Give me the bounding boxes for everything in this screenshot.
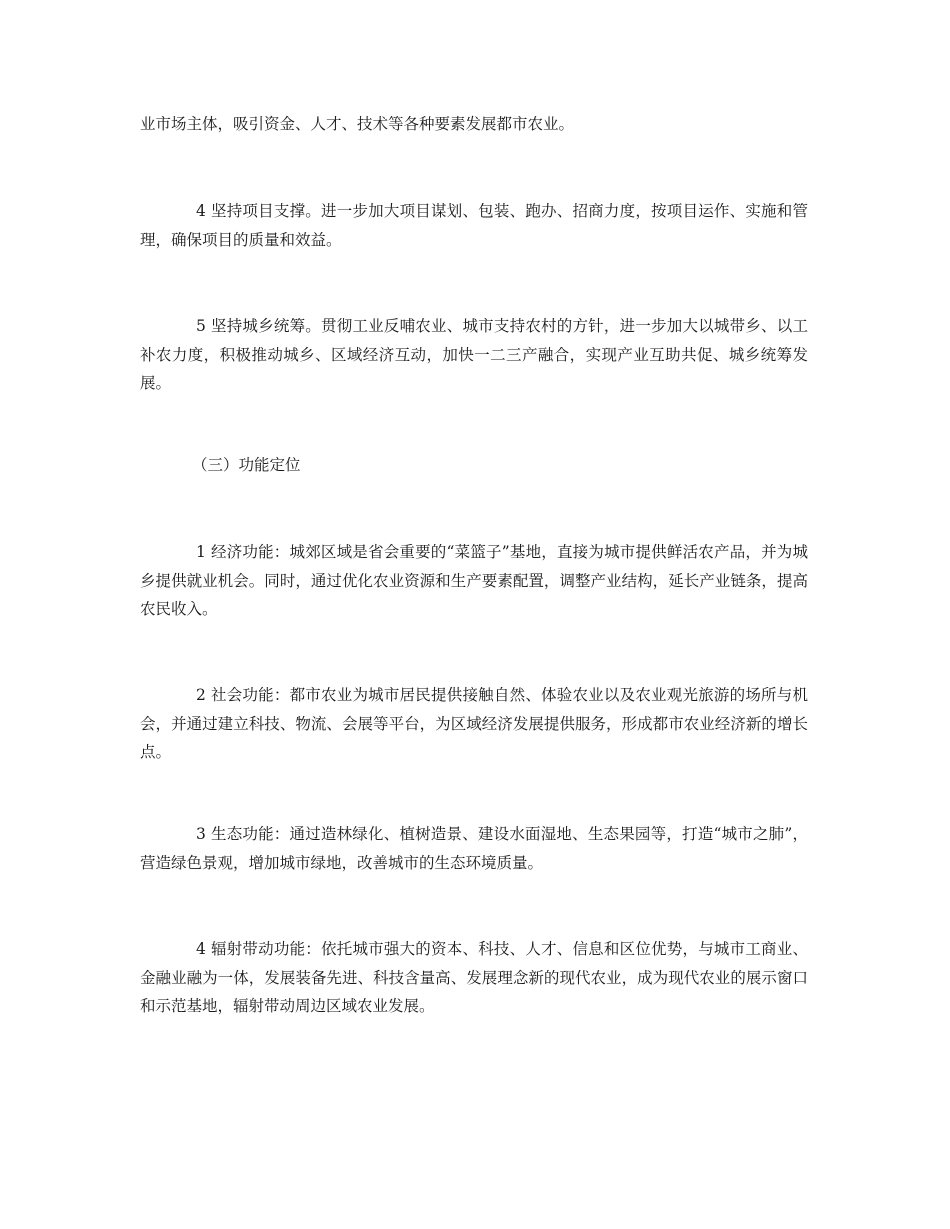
paragraph-ecological-function: 3 生态功能：通过造林绿化、植树造景、建设水面湿地、生态果园等，打造“城市之肺”，营造绿色景观，增加城市绿地，改善城市的生态环境质量。 bbox=[140, 825, 808, 872]
paragraph-radiation-function: 4 辐射带动功能：依托城市强大的资本、科技、人才、信息和区位优势，与城市工商业、金融业融为一体，发展装备先进、科技含量高、发展理念新的现代农业，成为现代农业的展示窗口和示范基地，辐射带动周边区域农业发展。 bbox=[140, 940, 808, 1015]
paragraph-project-support: 4 坚持项目支撑。进一步加大项目谋划、包装、跑办、招商力度，按项目运作、实施和管理，确保项目的质量和效益。 bbox=[140, 202, 808, 249]
section-heading-function-positioning: （三）功能定位 bbox=[192, 456, 301, 474]
paragraph-economic-function: 1 经济功能：城郊区域是省会重要的“菜篮子”基地，直接为城市提供鲜活农产品，并为城乡提供就业机会。同时，通过优化农业资源和生产要素配置，调整产业结构，延长产业链条，提高农民收入。 bbox=[140, 543, 808, 618]
paragraph-social-function: 2 社会功能：都市农业为城市居民提供接触自然、体验农业以及农业观光旅游的场所与机会，并通过建立科技、物流、会展等平台，为区域经济发展提供服务，形成都市农业经济新的增长点。 bbox=[140, 686, 808, 761]
paragraph-urban-rural-coordination: 5 坚持城乡统筹。贯彻工业反哺农业、城市支持农村的方针，进一步加大以城带乡、以工补农力度，积极推动城乡、区域经济互动，加快一二三产融合，实现产业互助共促、城乡统筹发展。 bbox=[140, 317, 808, 392]
paragraph-continuation: 业市场主体，吸引资金、人才、技术等各种要素发展都市农业。 bbox=[140, 115, 575, 133]
